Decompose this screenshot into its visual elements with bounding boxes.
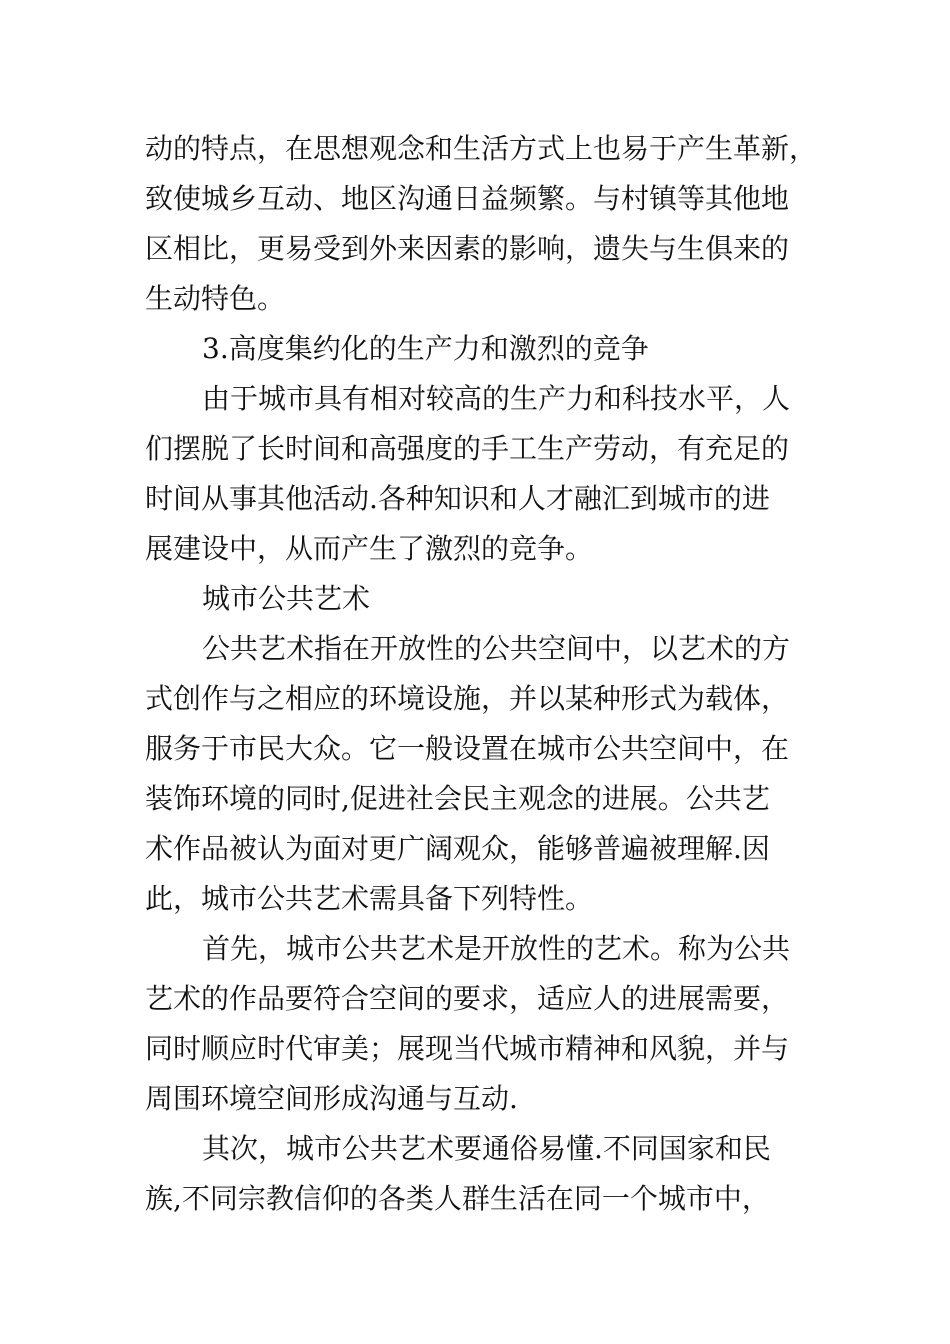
text-line: 同时顺应时代审美；展现当代城市精神和风貌，并与 [145, 1032, 790, 1065]
paragraph-first-line: 由于城市具有相对较高的生产力和科技水平，人 [202, 382, 791, 415]
section-heading: 3.高度集约化的生产力和激烈的竞争 [202, 332, 649, 365]
text-line: 术作品被认为面对更广阔观众，能够普遍被理解.因 [145, 832, 770, 865]
text-line: 生动特色。 [145, 282, 286, 315]
paragraph-first-line: 首先，城市公共艺术是开放性的艺术。称为公共 [202, 932, 791, 965]
paragraph-first-line: 其次，城市公共艺术要通俗易懂.不同国家和民 [202, 1132, 771, 1165]
text-line: 时间从事其他活动.各种知识和人才融汇到城市的进 [145, 482, 770, 515]
text-line: 展建设中，从而产生了激烈的竞争。 [145, 532, 594, 565]
text-line: 区相比，更易受到外来因素的影响，遗失与生俱来的 [145, 232, 790, 265]
text-line: 式创作与之相应的环境设施，并以某种形式为载体， [145, 682, 790, 715]
text-line: 艺术的作品要符合空间的要求，适应人的进展需要， [145, 982, 790, 1015]
document-body [145, 124, 835, 1224]
paragraph-first-line: 公共艺术指在开放性的公共空间中，以艺术的方 [202, 632, 791, 665]
text-line: 装饰环境的同时,促进社会民主观念的进展。公共艺 [145, 782, 770, 815]
text-line: 服务于市民大众。它一般设置在城市公共空间中，在 [145, 732, 790, 765]
text-line: 动的特点，在思想观念和生活方式上也易于产生革新， [145, 132, 818, 165]
text-line: 此，城市公共艺术需具备下列特性。 [145, 882, 594, 915]
text-line: 族,不同宗教信仰的各类人群生活在同一个城市中， [145, 1182, 770, 1215]
section-heading: 城市公共艺术 [202, 582, 371, 615]
text-line: 周围环境空间形成沟通与互动. [145, 1082, 518, 1115]
text-line: 们摆脱了长时间和高强度的手工生产劳动，有充足的 [145, 432, 790, 465]
text-line: 致使城乡互动、地区沟通日益频繁。与村镇等其他地 [145, 182, 790, 215]
